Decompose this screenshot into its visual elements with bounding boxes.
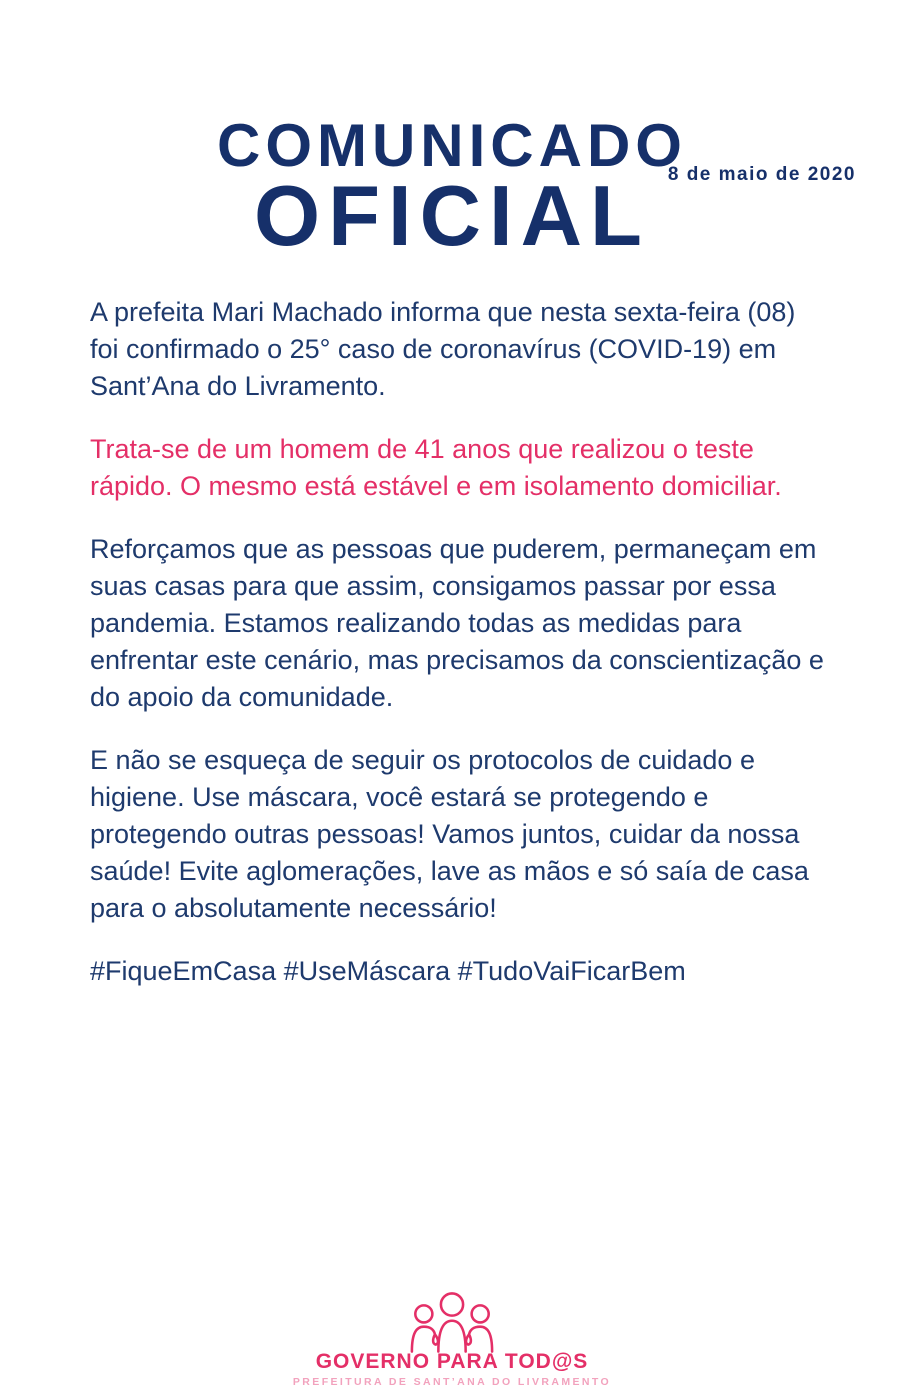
title-line-comunicado: COMUNICADO [217,112,687,179]
announcement-paragraph-3: Reforçamos que as pessoas que puderem, permaneçam em suas casas para que assim, consigamos passar por essa pandemia. Estamos realizando todas as medidas para enfrentar este cenário, mas precisamos da conscientização e do apoio da comunidade. [90,534,824,713]
hashtags-line: #FiqueEmCasa #UseMáscara #TudoVaiFicarBem [90,956,686,987]
announcement-paragraph-4: E não se esqueça de seguir os protocolos de cuidado e higiene. Use máscara, você estará se protegendo e protegendo outras pessoas! Vamos juntos, cuidar da nossa saúde! Evite aglomerações, lave as mãos e só saía de casa para o absolutamente necessário! [90,745,809,924]
announcement-paragraph-2-highlight: Trata-se de um homem de 41 anos que realizou o teste rápido. O mesmo está estável e em isolamento domiciliar. [90,434,782,502]
announcement-date: 8 de maio de 2020 [667,164,856,185]
three-people-outline-icon [392,1290,512,1354]
official-announcement-page [0,112,904,1396]
announcement-body [90,294,824,990]
government-logo [0,1290,904,1388]
title-line-oficial: OFICIAL [254,169,650,264]
logo-title: GOVERNO PARA TOD@S [315,1349,589,1373]
logo-subtitle: PREFEITURA DE SANT’ANA DO LIVRAMENTO [292,1376,612,1388]
page-title [0,112,904,264]
announcement-paragraph-1: A prefeita Mari Machado informa que nesta sexta-feira (08) foi confirmado o 25° caso de coronavírus (COVID-19) em Sant’Ana do Livramento. [90,297,796,402]
